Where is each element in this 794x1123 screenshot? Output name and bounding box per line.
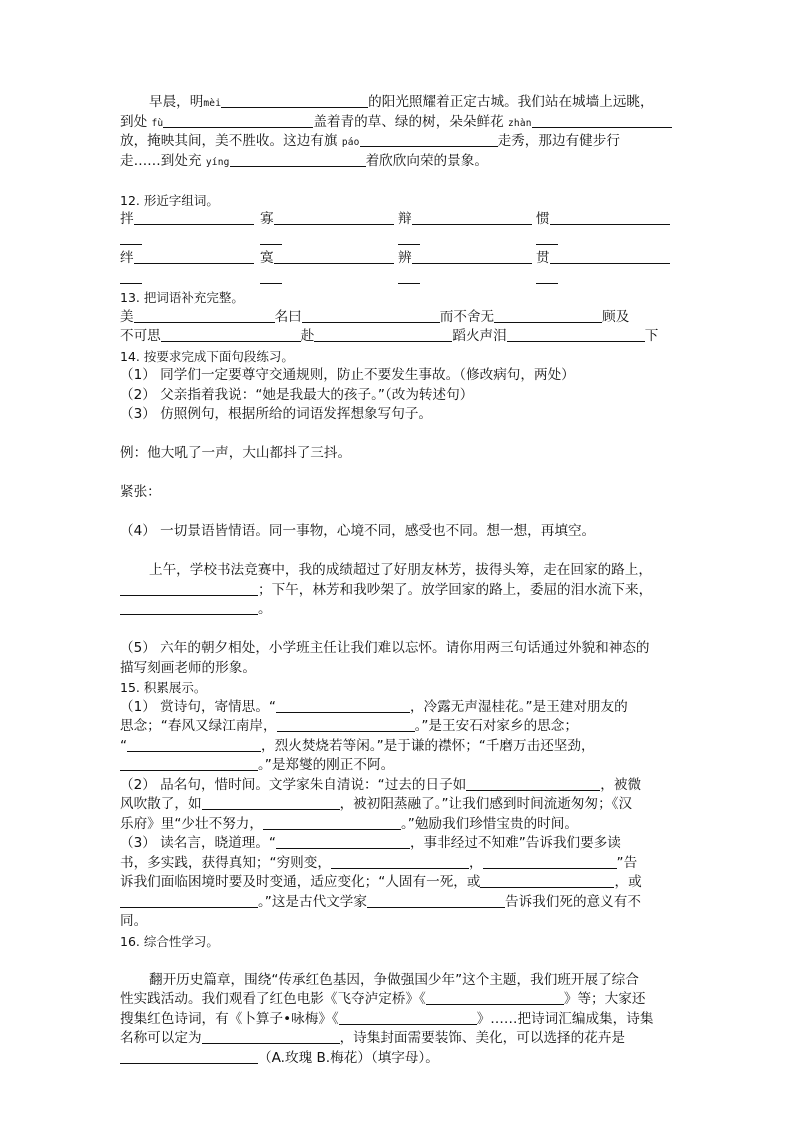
answer-blank[interactable] [134, 308, 275, 323]
q12-stubs-1 [120, 230, 675, 250]
q14-item-4-line-3: 。 [120, 600, 675, 620]
question-16-title: 16. 综合性学习。 [120, 933, 219, 949]
answer-blank[interactable] [127, 737, 261, 752]
q14-example: 例：他大吼了一声，大山都抖了三抖。 [120, 445, 352, 461]
q15-b-line-1: （2） 品名句，惜时间。文学家朱自清说：“过去的日子如 ，被微 [120, 776, 642, 793]
q16-line-4: 名称可以定为 ，诗集封面需要装饰、美化，可以选择的花卉是 [120, 1030, 626, 1046]
answer-blank[interactable] [134, 249, 254, 264]
answer-blank[interactable] [360, 132, 498, 147]
q14-item-1: （1） 同学们一定要尊守交通规则，防止不要发生事故。（修改病句，两处） [120, 367, 575, 383]
q15-b-line-2: 风吹散了，如 ，被初阳蒸融了。”让我们感到时间流逝匆匆；《汉 [120, 796, 633, 812]
answer-blank[interactable] [276, 834, 410, 849]
answer-blank[interactable] [466, 776, 600, 791]
worksheet-page [120, 93, 675, 1068]
q15-b-line-3: 乐府》里“少壮不努力， 。”勉励我们珍惜宝贵的时间。 [120, 815, 578, 832]
q13-row-2: 不可思 赴 蹈火声泪 下 [120, 328, 659, 344]
q14-item-3: （3） 仿照例句，根据所给的词语发挥想象写句子。 [120, 406, 433, 422]
answer-blank[interactable] [221, 93, 368, 108]
q14-item-5-line-1: （5） 六年的朝夕相处，小学班主任让我们难以忘怀。请你用两三句话通过外貌和神态的 [120, 640, 650, 656]
q15-c-line-4: 。”这是古代文学家 告诉我们死的意义有不 [120, 893, 675, 913]
answer-blank[interactable] [120, 581, 258, 596]
question-15-title: 15. 积累展示。 [120, 680, 207, 695]
question-14-title: 14. 按要求完成下面句段练习。 [120, 348, 294, 364]
q12-row-1: 拌 寡 辩 惯 [120, 210, 675, 230]
q15-a-line-4: 。”是郑燮的刚正不阿。 [120, 756, 675, 776]
answer-blank[interactable] [302, 308, 440, 323]
answer-blank[interactable] [134, 210, 254, 225]
passage-line-1: 早晨，明mèi 的阳光照耀着正定古城。我们站在城墙上远眺， [149, 94, 654, 110]
q14-prompt-tense: 紧张： [120, 484, 161, 500]
q14-item-4-line-1: 上午，学校书法竞赛中，我的成绩超过了好朋友林芳，拔得头筹，走在回家的路上， [149, 562, 652, 578]
answer-blank[interactable] [507, 327, 645, 342]
answer-blank[interactable] [314, 327, 452, 342]
answer-blank[interactable] [161, 327, 301, 342]
answer-blank[interactable] [550, 210, 670, 225]
answer-blank[interactable] [120, 1049, 258, 1064]
answer-blank[interactable] [367, 893, 505, 908]
answer-blank[interactable] [274, 210, 394, 225]
answer-blank[interactable] [120, 756, 258, 771]
q15-c-line-2: 书，多实践，获得真知；“穷则变， ， ”告 [120, 854, 638, 871]
q16-line-3: 搜集红色诗词，有《卜算子•咏梅》《 》……把诗词汇编成集，诗集 [120, 1010, 654, 1027]
q13-row-1: 美 名曰 而不舍无 顾及 [120, 308, 630, 325]
q14-item-5-line-2: 描写刻画老师的形象。 [120, 659, 256, 676]
q15-c-line-1: （3） 读名言，晓道理。“ ，事非经过不知难”告诉我们要多读 [120, 835, 621, 851]
q14-item-4: （4） 一切景语皆情语。同一事物，心境不同，感受也不同。想一想，再填空。 [120, 523, 596, 539]
q12-stubs-2 [120, 269, 675, 289]
answer-blank[interactable] [274, 249, 394, 264]
answer-blank[interactable] [550, 249, 670, 264]
answer-blank[interactable] [202, 795, 340, 810]
q15-a-line-1: （1） 赏诗句，寄情思。“ ，冷露无声湿桂花。”是王建对朋友的 [120, 698, 628, 715]
passage-line-2: 到处 fù 盖着青的草、绿的树，朵朵鲜花 zhàn [120, 113, 675, 133]
answer-blank[interactable] [202, 1029, 340, 1044]
answer-blank[interactable] [230, 152, 366, 167]
q14-item-4-line-2: ；下午，林芳和我吵架了。放学回家的路上，委屈的泪水流下来， [120, 581, 675, 601]
answer-blank[interactable] [120, 893, 258, 908]
question-12-title: 12. 形近字组词。 [120, 192, 219, 208]
answer-blank[interactable] [494, 308, 602, 323]
q15-a-line-3: “ ，烈火焚烧若等闲。”是于谦的襟怀；“千磨万击还坚劲， [120, 737, 595, 754]
q15-c-line-5: 同。 [120, 913, 148, 929]
q15-c-line-3: 诉我们面临困境时要及时变通，适应变化；“人固有一死，或 ，或 [120, 874, 642, 890]
passage-line-4: 走……到处充 yíng 着欣欣向荣的景象。 [120, 152, 488, 169]
answer-blank[interactable] [412, 210, 532, 225]
q16-line-1: 翻开历史篇章，围绕“传承红色基因，争做强国少年”这个主题，我们班开展了综合 [149, 971, 639, 988]
answer-blank[interactable] [483, 854, 617, 869]
answer-blank[interactable] [331, 854, 469, 869]
q16-line-2: 性实践活动。我们观看了红色电影《飞夺泸定桥》《 》等；大家还 [120, 991, 646, 1007]
answer-blank[interactable] [339, 1010, 477, 1025]
q15-a-line-2: 思念；“春风又绿江南岸， 。”是王安石对家乡的思念； [120, 718, 578, 734]
answer-blank[interactable] [532, 113, 672, 128]
answer-blank[interactable] [276, 698, 410, 713]
answer-blank[interactable] [426, 990, 564, 1005]
question-13-title: 13. 把词语补充完整。 [120, 290, 244, 305]
answer-blank[interactable] [277, 717, 415, 732]
answer-blank[interactable] [163, 113, 313, 128]
q14-item-2: （2） 父亲指着我说：“她是我最大的孩子。”（改为转述句） [120, 386, 474, 403]
q16-line-5: （A.玫瑰 B.梅花）（填字母）。 [120, 1049, 675, 1069]
answer-blank[interactable] [263, 815, 401, 830]
q12-row-2: 绊 寞 辨 贯 [120, 249, 675, 269]
answer-blank[interactable] [412, 249, 532, 264]
answer-blank[interactable] [120, 600, 258, 615]
answer-blank[interactable] [480, 873, 614, 888]
passage-line-3: 放，掩映其间，美不胜收。这边有旗 páo 走秀，那边有健步行 [120, 133, 620, 149]
